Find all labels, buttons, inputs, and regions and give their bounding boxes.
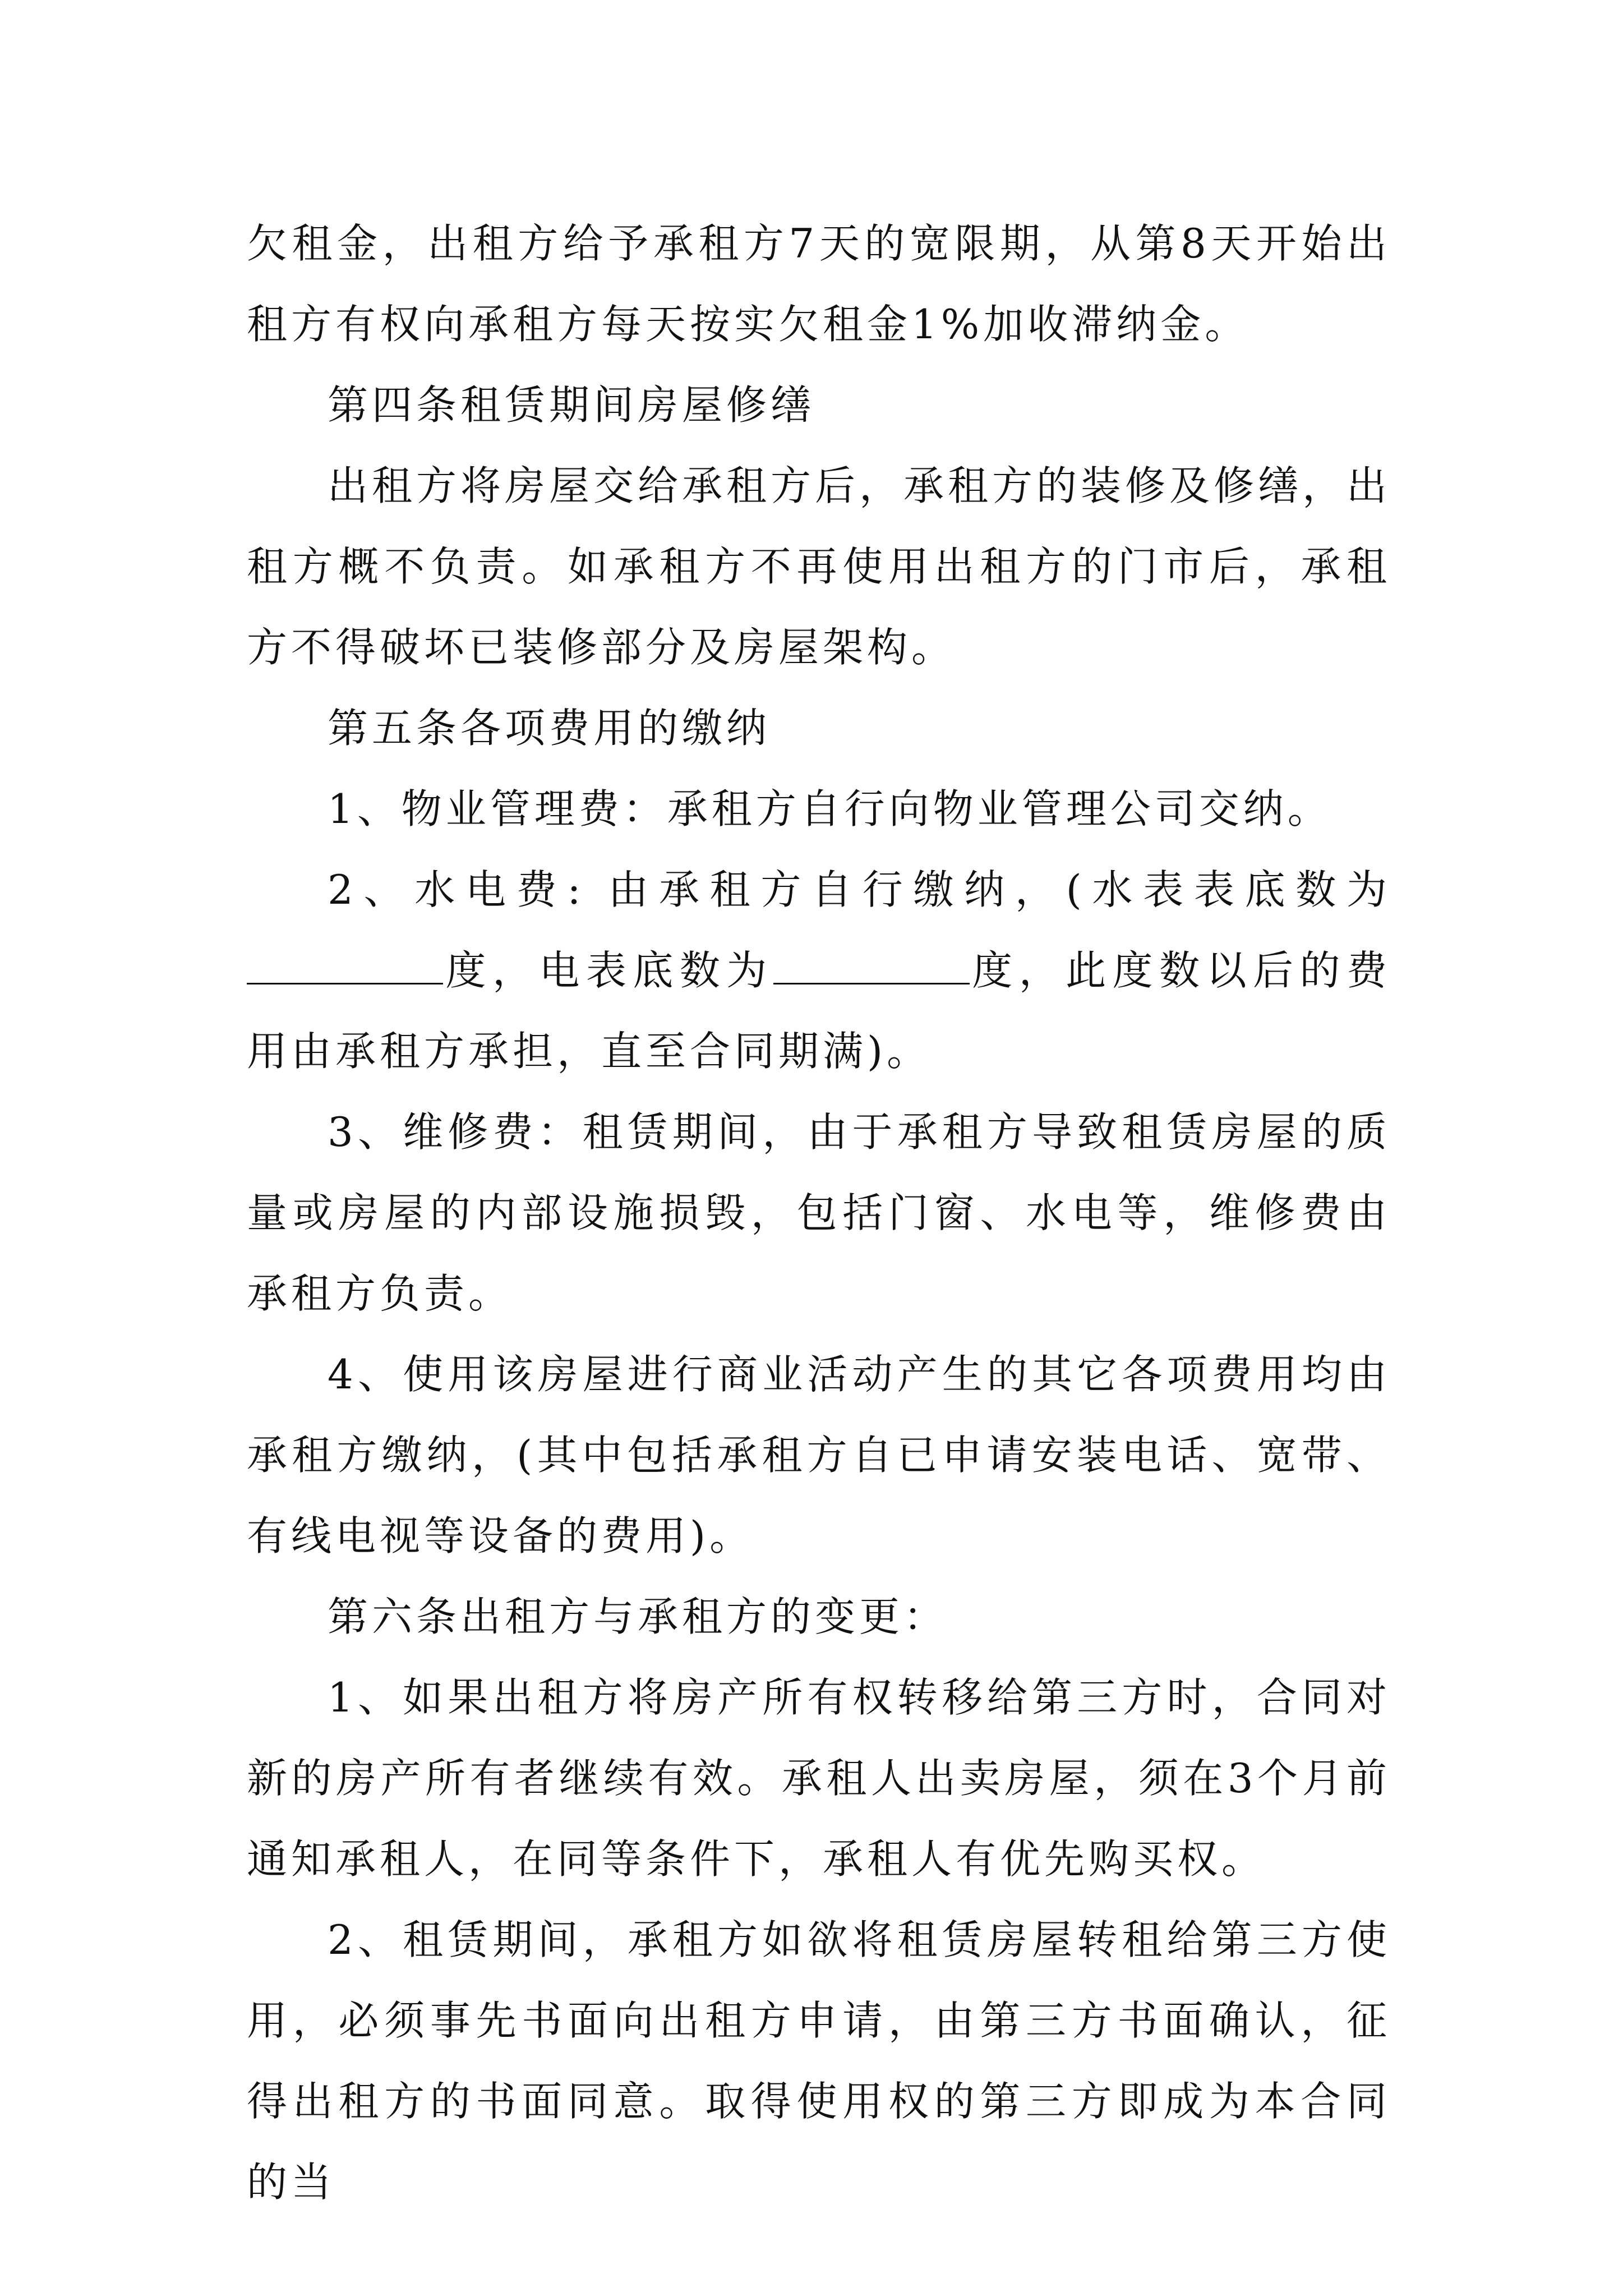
utility-text-part3: 度，此度数以后的费用由承租方承担，直至合同期满)。 <box>247 947 1391 1075</box>
water-meter-blank <box>247 949 443 984</box>
electric-meter-blank <box>773 949 970 984</box>
paragraph-ownership-transfer: 1、如果出租方将房产所有权转移给第三方时，合同对新的房产所有者继续有效。承租人出卖房屋，须在3个月前通知承租人，在同等条件下，承租人有优先购买权。 <box>247 1674 1391 1883</box>
heading-article-6: 第六条出租方与承租方的变更： <box>328 1593 948 1640</box>
heading-article-4: 第四条租赁期间房屋修缮 <box>328 381 815 429</box>
paragraph-rent-grace-period: 欠租金，出租方给予承租方7天的宽限期，从第8天开始出租方有权向承租方每天按实欠租金1%加收滞纳金。 <box>247 220 1391 348</box>
contract-body <box>247 203 1391 2223</box>
paragraph-maintenance-fee: 3、维修费：租赁期间，由于承租方导致租赁房屋的质量或房屋的内部设施损毁，包括门窗、水电等，维修费由承租方负责。 <box>247 1108 1391 1317</box>
utility-text-part1: 2、水电费: 由承租方自行缴纳，(水表表底数为 <box>328 866 1391 913</box>
paragraph-property-fee: 1、物业管理费：承租方自行向物业管理公司交纳。 <box>328 785 1332 832</box>
utility-text-part2: 度，电表底数为 <box>443 947 773 994</box>
paragraph-sublease: 2、租赁期间，承租方如欲将租赁房屋转租给第三方使用，必须事先书面向出租方申请，由第三方书面确认，征得出租方的书面同意。取得使用权的第三方即成为本合同的当 <box>247 1916 1391 2206</box>
paragraph-repairs: 出租方将房屋交给承租方后，承租方的装修及修缮，出租方概不负责。如承租方不再使用出租方的门市后，承租方不得破坏已装修部分及房屋架构。 <box>247 462 1391 671</box>
heading-article-5: 第五条各项费用的缴纳 <box>328 705 771 752</box>
paragraph-utility-fee <box>247 849 1391 1092</box>
paragraph-other-fees: 4、使用该房屋进行商业活动产生的其它各项费用均由承租方缴纳，(其中包括承租方自已申请安装电话、宽带、有线电视等设备的费用)。 <box>247 1351 1391 1559</box>
